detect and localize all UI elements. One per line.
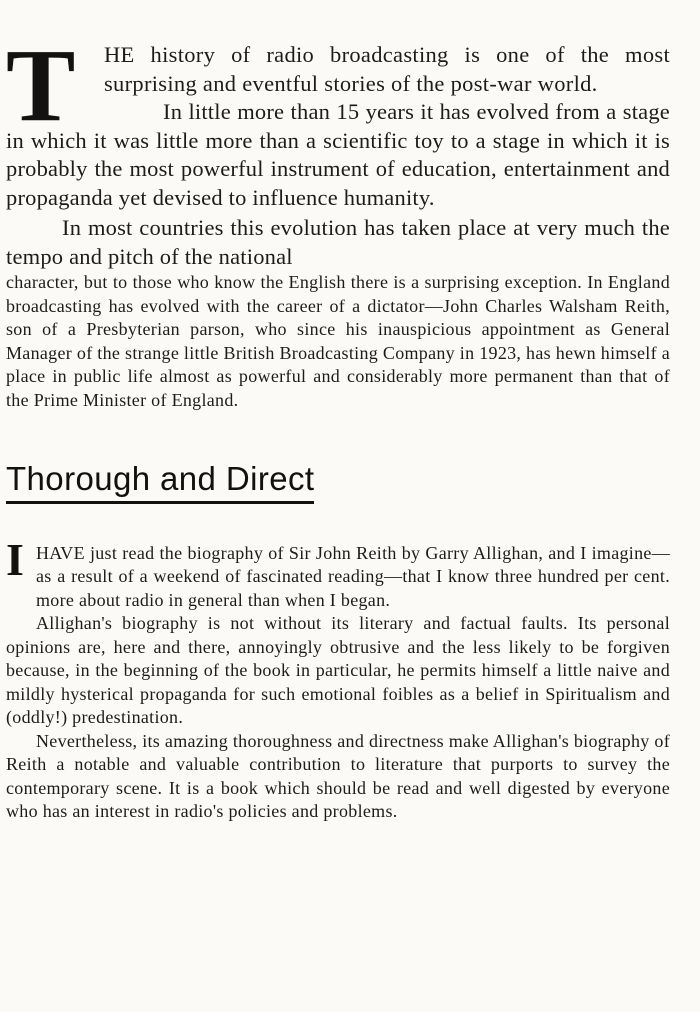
section-heading: Thorough and Direct xyxy=(6,459,314,504)
section-heading-wrap xyxy=(6,432,670,532)
paragraph-biography-read: HAVE just read the biography of Sir John Reith by Garry Allighan, and I imagine—as a result of a weekend of fascinated reading—that I know three hundred per cent. more about radio in general than when I began. xyxy=(36,542,670,610)
intro-block xyxy=(6,28,670,143)
drop-cap-t: T xyxy=(6,28,76,143)
intro-paragraph: HE history of radio broadcasting is one of the most surprising and eventful stories of the post-war world. xyxy=(104,42,670,96)
paragraph-nevertheless: Nevertheless, its amazing thoroughness and directness make Allighan's biography of Reith a notable and valuable contribution to literature that purports to survey the contemporary scene. It is a book which should be read and well digested by everyone who has an interest in radio's policies and problems. xyxy=(6,730,670,822)
drop-cap-i: I xyxy=(6,533,24,585)
paragraph-reith-career: character, but to those who know the English there is a surprising exception. In England broadcasting has evolved with the career of a dictator—John Charles Walsham Reith, son of a Presbyterian parson, who since his inauspicious appointment as General Manager of the strange little British Broadcasting Company in 1923, has hewn himself a place in public life almost as powerful and considerably more permanent than that of the Prime Minister of England. xyxy=(6,272,670,410)
section-thorough-direct xyxy=(6,533,670,613)
paragraph-national-tempo: In most countries this evolution has taken place at very much the tempo and pitch of the national xyxy=(6,215,670,269)
paragraph-faults: Allighan's biography is not without its literary and factual faults. Its personal opinions are, here and there, annoyingly obtrusive and the less likely to be forgiven because, in the beginning of the book in particular, he permits himself a little naive and mildly hysterical propaganda for such emotional foibles as a belief in Spiritualism and (oddly!) predestination. xyxy=(6,613,670,728)
article-page xyxy=(6,28,670,824)
paragraph-evolution: In little more than 15 years it has evolved from a stage in which it was little more than a scientific toy to a stage in which it is probably the most powerful instrument of education, entertainment and propaganda yet devised to influence humanity. xyxy=(6,99,670,210)
